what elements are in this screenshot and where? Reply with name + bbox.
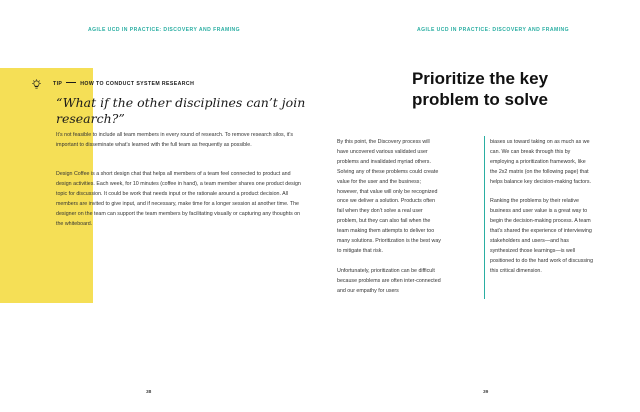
column1-paragraph-1: By this point, the Discovery process will have uncovered various validated user problems and invalidated myriad others. Solving any of these problems could create value for the user and the business; however, that value will only be recognized once we deliver a solution. Products often fail when they don’t solve a real user problem, but they can also fail when the team making them attempts to deliver too many solutions. Prioritization is the best way to mitigate that risk.	[337, 139, 441, 254]
column1-paragraph-2: Unfortunately, prioritization can be difficult because problems are often inter-connected and our empathy for users	[337, 267, 441, 294]
column-divider-rule	[484, 136, 485, 299]
running-header-right: AGILE UCD IN PRACTICE: DISCOVERY AND FRAMING	[417, 27, 570, 33]
right-page	[320, 0, 640, 412]
page-title	[320, 68, 640, 110]
body-paragraph-2: Design Coffee is a short design chat that helps all members of a team feel connected to product and design activities. Each week, for 10 minutes (coffee in hand), a team member shares one product design topic for discussion. It could be work that needs input or the rationale around a product decision. All members are invited to give input, and if necessary, make time for a longer session at another time. The designer on the team can support the team members by facilitating visually or capturing any thoughts on the whiteboard.	[56, 171, 301, 227]
pull-quote-line-2: research?”	[56, 111, 125, 126]
column2-paragraph-1: biases us toward taking on as much as we can. We can break through this by employing a prioritization framework, like the 2x2 matrix (on the following page) that helps balance key decision-making factors.	[490, 139, 591, 185]
lightbulb-icon	[31, 79, 42, 90]
page-number-right: 39	[483, 390, 489, 395]
tip-label	[53, 81, 194, 87]
pull-quote-line-1: “What if the other disciplines can’t join	[56, 95, 306, 110]
text-column-1	[337, 138, 441, 296]
tip-topic: HOW TO CONDUCT SYSTEM RESEARCH	[80, 81, 195, 87]
page-title-line-1: Prioritize the key	[411, 69, 549, 88]
tip-label-text: TIP	[53, 81, 63, 87]
pull-quote	[56, 95, 306, 127]
tip-divider	[66, 82, 76, 83]
page-number-left: 38	[146, 390, 152, 395]
text-column-2	[490, 138, 594, 277]
column2-paragraph-2: Ranking the problems by their relative business and user value is a great way to begin the decision-making process. A team that’s shared the experience of interviewing stakeholders and users—and has synthesized those learnings—is well positioned to do the hard work of discussing this critical dimension.	[490, 198, 594, 274]
running-header-left: AGILE UCD IN PRACTICE: DISCOVERY AND FRAMING	[88, 27, 241, 33]
page-title-line-2: problem to solve	[411, 90, 549, 109]
tip-heading	[31, 79, 194, 89]
body-paragraph-1: It’s not feasible to include all team members in every round of research. To remove research silos, it’s important to disseminate what’s learned with the full team as frequently as possible.	[56, 132, 293, 148]
